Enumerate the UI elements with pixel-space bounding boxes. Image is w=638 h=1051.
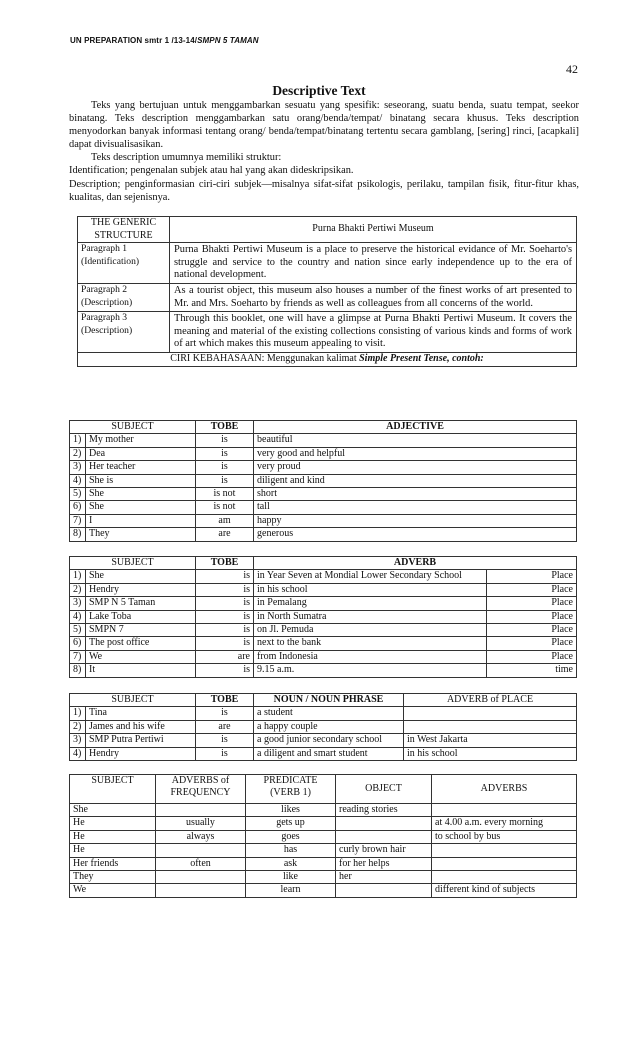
table-row <box>70 884 577 897</box>
table-cell <box>156 844 246 857</box>
table-cell: 2) <box>70 720 86 733</box>
noun-phrase-table <box>69 693 577 761</box>
table-row <box>70 804 577 817</box>
table-cell: My mother <box>86 434 196 447</box>
table-cell: ask <box>246 857 336 870</box>
table-cell: like <box>246 871 336 884</box>
intro-paragraph: Description; penginformasian ciri-ciri subjek—misalnya sifat-sifat psikologis, perilaku, tampilan fisik, fitur-fitur khas, kualitas, dan sejenisnya. <box>69 178 579 203</box>
table-cell: Place <box>487 610 577 623</box>
table-cell: They <box>70 871 156 884</box>
table-cell: 4) <box>70 474 86 487</box>
table-cell: Her teacher <box>86 461 196 474</box>
table-cell: 1) <box>70 707 86 720</box>
column-header: ADVERBS <box>432 775 577 804</box>
table-cell <box>432 804 577 817</box>
table-cell: a student <box>254 707 404 720</box>
table-cell: is <box>196 747 254 760</box>
table-row <box>70 650 577 663</box>
table-header-row <box>70 421 577 434</box>
table-cell: gets up <box>246 817 336 830</box>
column-header: TOBE <box>196 694 254 707</box>
table-cell <box>404 707 577 720</box>
table-cell: They <box>86 528 196 541</box>
table-cell: Place <box>487 597 577 610</box>
table-cell: We <box>70 884 156 897</box>
table-cell: I <box>86 514 196 527</box>
table-row <box>70 570 577 583</box>
table-cell: beautiful <box>254 434 577 447</box>
table-cell <box>156 884 246 897</box>
table-cell: Her friends <box>70 857 156 870</box>
table-row <box>70 637 577 650</box>
table-row <box>70 857 577 870</box>
table-cell: We <box>86 650 196 663</box>
table-cell <box>404 720 577 733</box>
table-header-row <box>70 775 577 804</box>
table-cell: usually <box>156 817 246 830</box>
text-title-cell: Purna Bhakti Pertiwi Museum <box>170 217 577 243</box>
table-cell: It <box>86 664 196 677</box>
table-cell: 3) <box>70 597 86 610</box>
table-cell: has <box>246 844 336 857</box>
table-row <box>70 707 577 720</box>
table-footer-row <box>78 352 577 366</box>
table-cell: from Indonesia <box>254 650 487 663</box>
table-cell: her <box>336 871 432 884</box>
adjective-table <box>69 420 577 542</box>
table-row <box>70 720 577 733</box>
table-cell: are <box>196 528 254 541</box>
table-cell: 2) <box>70 583 86 596</box>
generic-structure-label: THE GENERIC STRUCTURE <box>78 217 170 243</box>
table-row <box>70 474 577 487</box>
intro-paragraph: Teks yang bertujuan untuk menggambarkan sesuatu yang spesifik: seseorang, suatu benda, suatu tempat, seekor binatang. Teks description menggambarkan satu orang/benda/tempat/ binatang secara khusus. Teks description menyodorkan banyak informasi tentang orang/ benda/tempat/binatang tertentu secara gamblang, [sering] rinci, [acapkali] dapat divisualisasikan. <box>69 100 579 151</box>
verb-table <box>69 774 577 898</box>
page-title: Descriptive Text <box>272 83 366 98</box>
table-row <box>70 610 577 623</box>
table-cell: in Pemalang <box>254 597 487 610</box>
table-cell: very proud <box>254 461 577 474</box>
table-row <box>70 434 577 447</box>
paragraph-text: Through this booklet, one will have a glimpse at Purna Bhakti Pertiwi Museum. It covers the meaning and material of the existing collections consisting of various kinds and forms of work of art which makes this museum appealing to visit. <box>170 312 577 353</box>
table-cell: in West Jakarta <box>404 734 577 747</box>
table-cell: likes <box>246 804 336 817</box>
table-cell: She is <box>86 474 196 487</box>
table-row <box>70 734 577 747</box>
table-row <box>70 514 577 527</box>
table-cell: 3) <box>70 734 86 747</box>
table-cell: 8) <box>70 664 86 677</box>
table-cell: learn <box>246 884 336 897</box>
table-cell: time <box>487 664 577 677</box>
table-cell: 3) <box>70 461 86 474</box>
table-cell: short <box>254 488 577 501</box>
table-header-row <box>78 217 577 243</box>
column-header: OBJECT <box>336 775 432 804</box>
table-cell: Hendry <box>86 583 196 596</box>
table-row <box>70 447 577 460</box>
table-cell: She <box>70 804 156 817</box>
table-cell: She <box>86 501 196 514</box>
column-header: NOUN / NOUN PHRASE <box>254 694 404 707</box>
table-cell: very good and helpful <box>254 447 577 460</box>
table-row <box>70 488 577 501</box>
page-header <box>70 36 259 45</box>
table-cell: is not <box>196 501 254 514</box>
table-cell: SMP Putra Pertiwi <box>86 734 196 747</box>
table-cell: happy <box>254 514 577 527</box>
table-cell: in his school <box>404 747 577 760</box>
table-cell: a happy couple <box>254 720 404 733</box>
page-number: 42 <box>566 62 578 76</box>
table-cell: in Year Seven at Mondial Lower Secondary School <box>254 570 487 583</box>
table-cell <box>336 830 432 843</box>
table-cell: is <box>196 570 254 583</box>
table-cell: He <box>70 830 156 843</box>
table-row <box>70 528 577 541</box>
table-cell: is <box>196 664 254 677</box>
table-cell: on Jl. Pemuda <box>254 624 487 637</box>
table-cell: in North Sumatra <box>254 610 487 623</box>
table-cell: often <box>156 857 246 870</box>
table-cell: diligent and kind <box>254 474 577 487</box>
intro-paragraph: Teks description umumnya memiliki struktur: <box>91 152 282 164</box>
intro-text <box>69 99 579 204</box>
table-cell: curly brown hair <box>336 844 432 857</box>
table-cell: 4) <box>70 610 86 623</box>
table-row <box>70 624 577 637</box>
table-cell: 8) <box>70 528 86 541</box>
column-header: SUBJECT <box>70 421 196 434</box>
table-cell <box>432 857 577 870</box>
intro-paragraph: Identification; pengenalan subjek atau hal yang akan dideskripsikan. <box>69 165 354 177</box>
table-cell: 1) <box>70 570 86 583</box>
table-cell: is <box>196 707 254 720</box>
table-cell: for her helps <box>336 857 432 870</box>
table-cell: He <box>70 844 156 857</box>
column-header: ADJECTIVE <box>254 421 577 434</box>
table-cell: is <box>196 447 254 460</box>
table-cell: tall <box>254 501 577 514</box>
table-row <box>70 844 577 857</box>
school-logo-text: SMPN 5 TAMAN <box>197 36 259 45</box>
column-header: SUBJECT <box>70 694 196 707</box>
table-cell: 5) <box>70 624 86 637</box>
table-cell: at 4.00 a.m. every morning <box>432 817 577 830</box>
table-row <box>70 501 577 514</box>
table-cell: 2) <box>70 447 86 460</box>
column-header: TOBE <box>196 421 254 434</box>
table-cell: is <box>196 474 254 487</box>
table-cell: 1) <box>70 434 86 447</box>
table-cell: Place <box>487 583 577 596</box>
table-cell: is <box>196 461 254 474</box>
table-cell <box>156 804 246 817</box>
column-header: ADVERBS of FREQUENCY <box>156 775 246 804</box>
table-cell <box>336 817 432 830</box>
table-cell: Lake Toba <box>86 610 196 623</box>
table-cell: 6) <box>70 637 86 650</box>
paragraph-text: Purna Bhakti Pertiwi Museum is a place to preserve the historical evidance of Mr. Soeharto's struggle and service to the country and nation since early independence up to the era of national development. <box>170 243 577 284</box>
table-cell: Tina <box>86 707 196 720</box>
table-cell: He <box>70 817 156 830</box>
language-feature-note: CIRI KEBAHASAAN: Menggunakan kalimat Simple Present Tense, contoh: <box>78 352 577 366</box>
table-cell: are <box>196 650 254 663</box>
column-header: ADVERB <box>254 557 577 570</box>
table-cell: SMPN 7 <box>86 624 196 637</box>
table-cell: different kind of subjects <box>432 884 577 897</box>
table-cell: She <box>86 488 196 501</box>
table-row <box>78 243 577 284</box>
table-cell: a diligent and smart student <box>254 747 404 760</box>
table-row <box>70 871 577 884</box>
table-cell: in his school <box>254 583 487 596</box>
table-cell: am <box>196 514 254 527</box>
table-cell <box>336 884 432 897</box>
table-header-row <box>70 557 577 570</box>
table-cell: SMP N 5 Taman <box>86 597 196 610</box>
table-cell: is <box>196 610 254 623</box>
table-cell: goes <box>246 830 336 843</box>
table-row <box>70 747 577 760</box>
table-cell <box>432 871 577 884</box>
table-cell: next to the bank <box>254 637 487 650</box>
table-row <box>70 817 577 830</box>
column-header: SUBJECT <box>70 775 156 804</box>
table-cell: a good junior secondary school <box>254 734 404 747</box>
table-cell: is <box>196 637 254 650</box>
table-row <box>70 830 577 843</box>
table-cell: always <box>156 830 246 843</box>
table-cell: 4) <box>70 747 86 760</box>
table-cell: She <box>86 570 196 583</box>
generic-structure-table <box>77 216 577 367</box>
table-cell: Place <box>487 637 577 650</box>
table-row <box>78 283 577 311</box>
table-cell: is not <box>196 488 254 501</box>
column-header: PREDICATE (VERB 1) <box>246 775 336 804</box>
header-text: UN PREPARATION smtr 1 /13-14/ <box>70 36 198 45</box>
table-cell: Place <box>487 624 577 637</box>
paragraph-text: As a tourist object, this museum also houses a number of the finest works of art presented to Mr. and Mrs. Soeharto by friends as well as colleagues from all concerns of the world. <box>170 283 577 311</box>
table-cell: 9.15 a.m. <box>254 664 487 677</box>
table-cell: Place <box>487 650 577 663</box>
table-header-row <box>70 694 577 707</box>
table-cell: is <box>196 734 254 747</box>
table-cell: 7) <box>70 514 86 527</box>
table-row <box>78 312 577 353</box>
table-row <box>70 597 577 610</box>
table-cell: Dea <box>86 447 196 460</box>
paragraph-label: Paragraph 2 (Description) <box>78 283 170 311</box>
column-header: SUBJECT <box>70 557 196 570</box>
table-cell: James and his wife <box>86 720 196 733</box>
table-cell: 6) <box>70 501 86 514</box>
column-header: TOBE <box>196 557 254 570</box>
table-cell: reading stories <box>336 804 432 817</box>
table-cell: to school by bus <box>432 830 577 843</box>
table-cell: generous <box>254 528 577 541</box>
table-cell: 7) <box>70 650 86 663</box>
table-cell: Hendry <box>86 747 196 760</box>
paragraph-label: Paragraph 3 (Description) <box>78 312 170 353</box>
table-cell <box>156 871 246 884</box>
column-header: ADVERB of PLACE <box>404 694 577 707</box>
table-cell: is <box>196 434 254 447</box>
table-cell: 5) <box>70 488 86 501</box>
paragraph-label: Paragraph 1 (Identification) <box>78 243 170 284</box>
table-row <box>70 664 577 677</box>
table-cell <box>432 844 577 857</box>
table-cell: The post office <box>86 637 196 650</box>
table-cell: is <box>196 597 254 610</box>
table-row <box>70 583 577 596</box>
adverb-table <box>69 556 577 678</box>
table-cell: is <box>196 583 254 596</box>
table-cell: Place <box>487 570 577 583</box>
table-row <box>70 461 577 474</box>
table-cell: is <box>196 624 254 637</box>
table-cell: are <box>196 720 254 733</box>
